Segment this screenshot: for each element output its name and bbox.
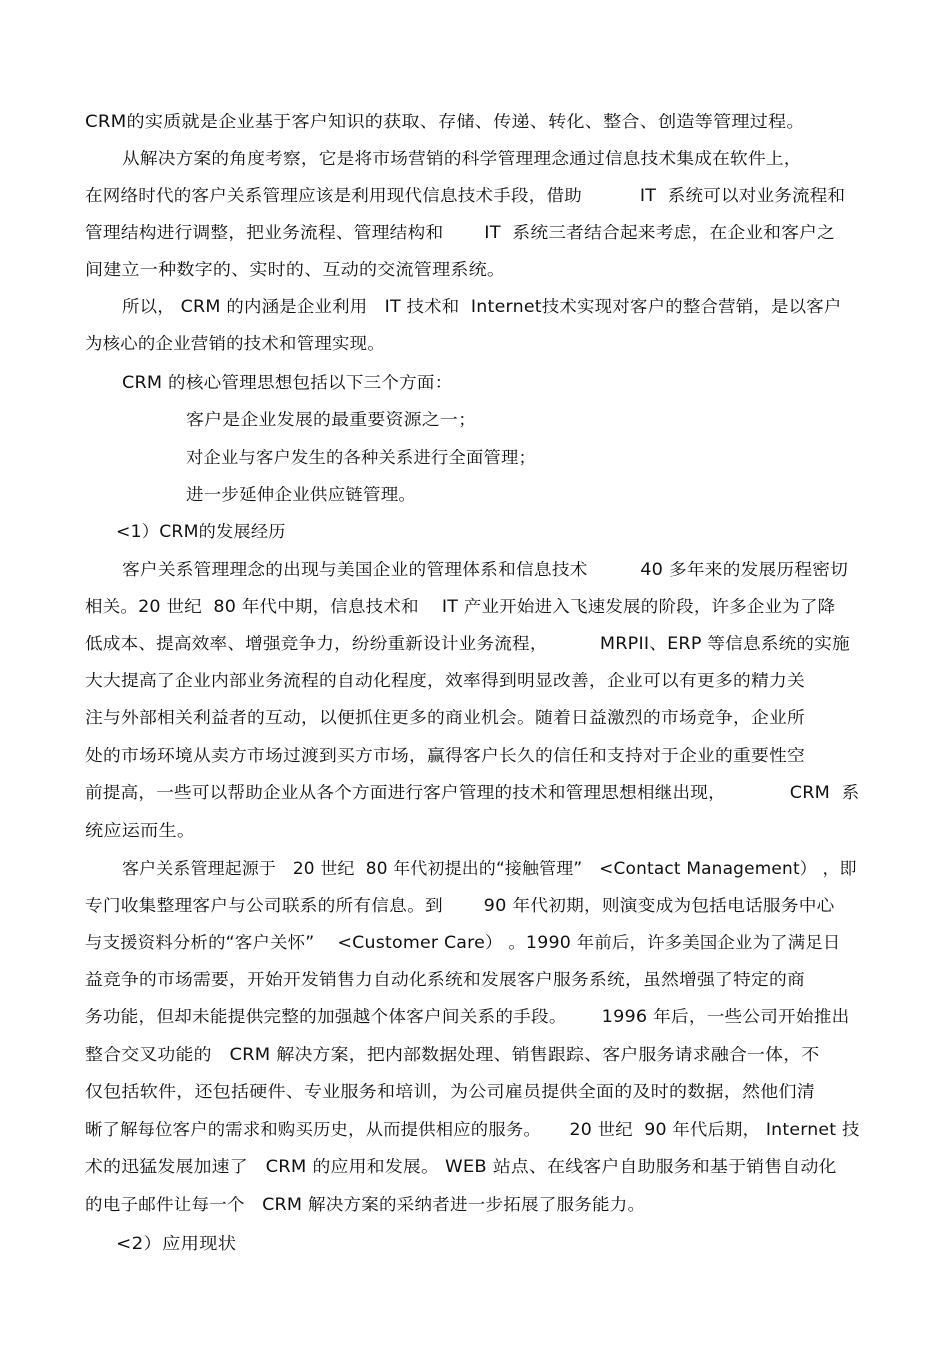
list-item-1: 客户是企业发展的最重要资源之一； bbox=[186, 410, 477, 429]
text-line-28: 晰了解每位客户的需求和购买历史，从而提供相应的服务。 20 世纪 90 年代后期， Internet 技 bbox=[85, 1120, 860, 1139]
text-line-6: 所以， CRM 的内涵是企业利用 IT 技术和 Internet技术实现对客户的整合营销，是以客户 bbox=[122, 297, 842, 316]
text-line-24: 益竞争的市场需要，开始开发销售力自动化系统和发展客户服务系统，虽然增强了特定的商 bbox=[85, 970, 805, 989]
text-line-5: 间建立一种数字的、实时的、互动的交流管理系统。 bbox=[85, 260, 506, 279]
text-line-4: 管理结构进行调整，把业务流程、管理结构和 IT 系统三者结合起来考虑，在企业和客户之 bbox=[85, 223, 835, 242]
text-line-22: 专门收集整理客户与公司联系的所有信息。到 90 年代初期，则演变成为包括电话服务中心 bbox=[85, 896, 835, 915]
text-line-15: 低成本、提高效率、增强竞争力，纷纷重新设计业务流程， MRPII、ERP 等信息系统的实施 bbox=[85, 634, 850, 653]
text-line-1: CRM的实质就是企业基于客户知识的获取、存储、传递、转化、整合、创造等管理过程。 bbox=[85, 112, 805, 131]
text-line-23: 与支援资料分析的“客户关怀” <Customer Care） 。1990 年前后，许多美国企业为了满足日 bbox=[85, 933, 841, 952]
section-heading-1: <1）CRM的发展经历 bbox=[116, 522, 286, 541]
text-line-2: 从解决方案的角度考察，它是将市场营销的科学管理理念通过信息技术集成在软件上， bbox=[122, 149, 802, 168]
text-line-30: 的电子邮件让每一个 CRM 解决方案的采纳者进一步拓展了服务能力。 bbox=[85, 1195, 646, 1214]
text-line-20: 统应运而生。 bbox=[85, 821, 196, 840]
text-line-27: 仅包括软件，还包括硬件、专业服务和培训，为公司雇员提供全面的及时的数据，然他们清 bbox=[85, 1082, 815, 1101]
text-line-17: 注与外部相关利益者的互动，以便抓住更多的商业机会。随着日益激烈的市场竞争，企业所 bbox=[85, 708, 805, 727]
text-line-29: 术的迅猛发展加速了 CRM 的应用和发展。 WEB 站点、在线客户自助服务和基于销售自动化 bbox=[85, 1157, 837, 1176]
section-heading-2: <2）应用现状 bbox=[116, 1234, 237, 1253]
text-line-21: 客户关系管理起源于 20 世纪 80 年代初提出的“接触管理” <Contact Management） ，即 bbox=[122, 859, 857, 878]
text-line-7: 为核心的企业营销的技术和管理实现。 bbox=[85, 334, 385, 353]
text-line-8: CRM 的核心管理思想包括以下三个方面： bbox=[122, 373, 453, 392]
text-line-14: 相关。20 世纪 80 年代中期，信息技术和 IT 产业开始进入飞速发展的阶段，许多企业为了降 bbox=[85, 597, 836, 616]
list-item-2: 对企业与客户发生的各种关系进行全面管理； bbox=[186, 448, 536, 467]
text-line-3: 在网络时代的客户关系管理应该是利用现代信息技术手段，借助 IT 系统可以对业务流程和 bbox=[85, 186, 846, 205]
list-item-3: 进一步延伸企业供应链管理。 bbox=[186, 485, 417, 504]
text-line-26: 整合交叉功能的 CRM 解决方案，把内部数据处理、销售跟踪、客户服务请求融合一体，不 bbox=[85, 1045, 820, 1064]
text-line-16: 大大提高了企业内部业务流程的自动化程度，效率得到明显改善，企业可以有更多的精力关 bbox=[85, 671, 805, 690]
text-line-25: 务功能，但却未能提供完整的加强越个体客户间关系的手段。 1996 年后，一些公司开始推出 bbox=[85, 1007, 850, 1026]
text-line-18: 处的市场环境从卖方市场过渡到买方市场，赢得客户长久的信任和支持对于企业的重要性空 bbox=[85, 746, 805, 765]
text-line-13: 客户关系管理理念的出现与美国企业的管理体系和信息技术 40 多年来的发展历程密切 bbox=[122, 560, 849, 579]
text-line-19: 前提高，一些可以帮助企业从各个方面进行客户管理的技术和管理思想相继出现， CRM 系 bbox=[85, 783, 860, 802]
